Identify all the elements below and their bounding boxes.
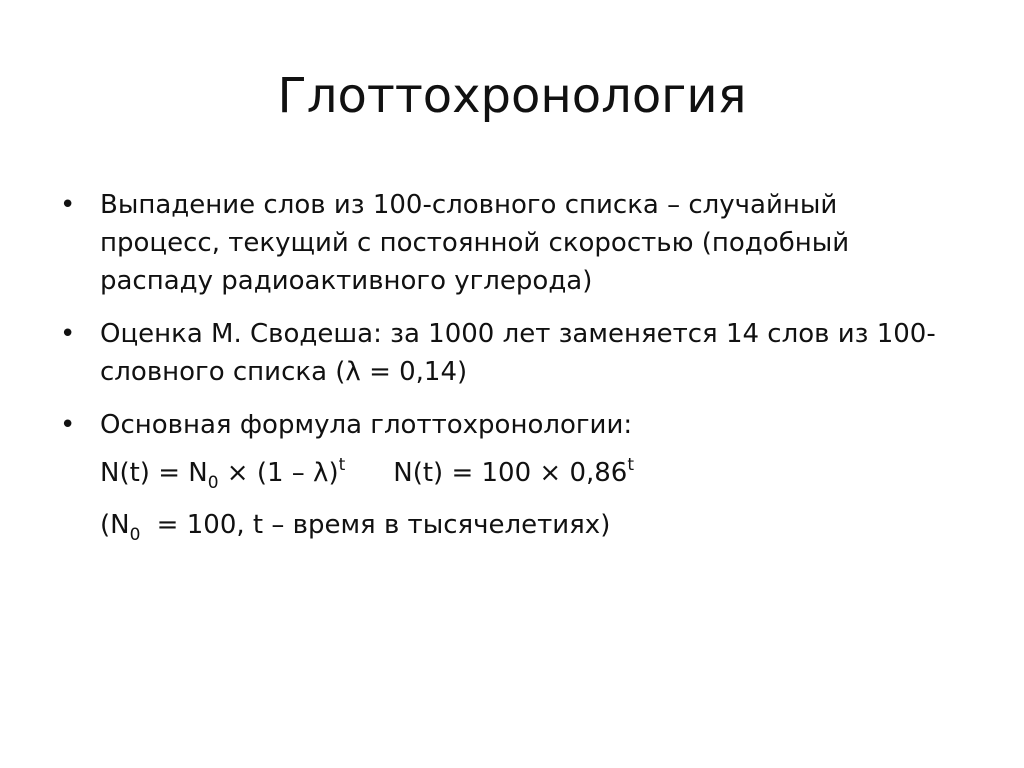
formula-line-main xyxy=(60,454,960,492)
slide-title: Глоттохронология xyxy=(277,68,747,124)
bullet-text: Оценка М. Сводеша: за 1000 лет заменяется 14 слов из 100-словного списка (λ = 0,14) xyxy=(100,319,936,387)
formula-specific-exponent: t xyxy=(627,455,635,475)
formula-specific-main: N(t) = 100 × 0,86 xyxy=(393,458,628,488)
slide-body xyxy=(60,186,960,558)
formula-note-rest: = 100, t – время в тысячелетиях) xyxy=(148,510,611,540)
bullet-icon: • xyxy=(60,410,76,440)
bullet-item xyxy=(60,406,960,444)
formula-note-prefix: (N xyxy=(100,510,130,540)
formula-general-prefix: N(t) = N xyxy=(100,458,208,488)
bullet-icon: • xyxy=(60,190,76,220)
bullet-text: Основная формула глоттохронологии: xyxy=(100,410,633,440)
formula-general-exponent: t xyxy=(338,455,346,475)
formula-general xyxy=(100,455,346,493)
formula-note-subscript: 0 xyxy=(129,525,141,545)
bullet-icon: • xyxy=(60,319,76,349)
bullet-text: Выпадение слов из 100-словного списка – случайный процесс, текущий с постоянной скоростью (подобный распаду радиоактивного углерода) xyxy=(100,190,850,296)
formula-general-subscript: 0 xyxy=(207,473,219,493)
formula-general-middle: × (1 – λ) xyxy=(218,458,339,488)
bullet-item xyxy=(60,186,960,300)
bullet-item xyxy=(60,315,960,391)
formula-specific xyxy=(393,455,635,488)
formula-line-note xyxy=(60,506,960,544)
